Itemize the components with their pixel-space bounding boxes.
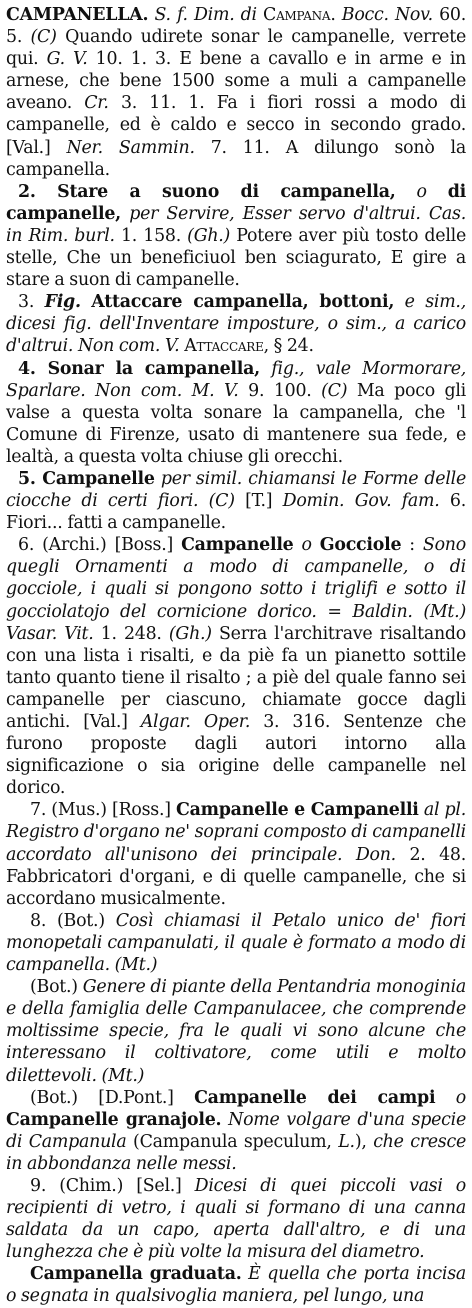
text-run: 1. 248. xyxy=(93,623,169,644)
text-run: (C) xyxy=(208,491,235,512)
text-run: 10. 1. 3. E bene a cavallo e in arme e in arnese, che bene 1500 some a muli a campanelle aveano. xyxy=(6,49,466,114)
text-run: Algar. Oper. xyxy=(140,712,251,732)
text-run: (Bot.) xyxy=(30,977,83,998)
text-run: per simil. chiamansi le Forme delle ciocche di certi fiori. xyxy=(6,468,467,512)
text-run: che cresce in abbondanza nelle messi. xyxy=(6,1131,467,1174)
text-run: a carico d'altrui. Non com. xyxy=(6,314,466,357)
sense-9 xyxy=(6,1175,466,1263)
text-run: G. V. xyxy=(46,49,88,70)
text-run: Campanelle xyxy=(181,535,294,556)
text-run: Domin. Gov. fam. xyxy=(282,491,440,512)
text-run: Ma poco gli valse a questa volta sonare la campanella, che 'l Comune di Firenze, usato di mantenere sua fede, e lealtà, a questa volta chiuse gli orecchi. xyxy=(6,380,466,467)
text-run: È quella che porta incisa o segnata in qualsivoglia maniera, pel lungo, una xyxy=(6,1264,466,1307)
text-run: Campanelle granajole. xyxy=(6,1109,222,1130)
text-run: , § 24. xyxy=(263,336,314,357)
text-run: . xyxy=(330,5,342,25)
sense-7 xyxy=(6,799,466,909)
text-run: Sono quegli Ornamenti a modo di campanelle, o di gocciole, i quali si pongono sotto i triglifi e sotto il gocciolatojo del cornicione dorico. xyxy=(6,535,466,622)
sense-4 xyxy=(6,358,466,468)
text-run xyxy=(121,204,129,224)
text-run xyxy=(198,491,208,511)
text-run xyxy=(396,182,417,202)
text-run: Così chiamasi il Petalo unico de' fiori monopetali campanulati, il quale è formato a modo di campanella. (Mt.) xyxy=(6,910,467,976)
text-run: fig., vale Mormorare, Sparlare. Non com. M. V. xyxy=(6,358,467,401)
text-run: Genere di piante della Pentandria monoginia e della famiglia delle Campanulacee, che comprende moltissime specie, fra le quali vi sono alcune che interessano il coltivatore, come utili e molto dilettevoli. (Mt.) xyxy=(6,977,466,1086)
text-run: per Servire, Esser servo d'altrui. Cas. in Rim. burl. xyxy=(6,203,466,246)
text-run: 1. 158. xyxy=(114,225,188,246)
text-run: o xyxy=(455,1087,467,1108)
text-run: Quando udirete sonar le campanelle, verrete qui. xyxy=(6,27,467,70)
text-run: Cr. xyxy=(84,93,109,114)
sense-8-botany-species xyxy=(6,1087,466,1175)
text-run: 9. (Chim.) [Sel.] xyxy=(30,1175,195,1196)
text-run: 7. (Mus.) [Ross.] xyxy=(30,800,176,821)
text-run: CAMPANELLA. xyxy=(6,5,149,25)
text-run: Attaccare xyxy=(184,336,264,357)
text-run: 3. xyxy=(18,292,45,313)
text-run: al pl. Registro d'organo ne' soprani composto di campanelli accordato all'unisono dei principale. Don. xyxy=(6,800,466,865)
text-run: (Bot.) [D.Pont.] xyxy=(30,1087,195,1108)
text-run: V. xyxy=(164,336,180,357)
text-run: 60. 5. xyxy=(6,5,467,48)
text-run: 7. 11. A dilungo sonò la campanella. xyxy=(6,137,466,180)
text-run xyxy=(394,292,405,312)
text-run: 8. (Bot.) xyxy=(30,910,116,931)
text-run: Fig. xyxy=(44,292,81,313)
entry-campanella xyxy=(6,4,466,181)
sense-5 xyxy=(6,468,466,534)
sense-2 xyxy=(6,181,466,291)
sense-6 xyxy=(6,534,466,799)
text-run: 6. Fiori... fatti a campanelle. xyxy=(6,491,466,534)
text-run: 6. (Archi.) [Boss.] xyxy=(18,535,182,556)
sense-9-graduata xyxy=(6,1263,466,1307)
text-run: 5. Campanelle xyxy=(18,468,155,489)
text-run: 3. 316. Sentenze che furono proposte dagli autori intorno alla significazione o sia origine delle campanelle nel dorico. xyxy=(6,712,467,799)
text-run xyxy=(81,292,92,312)
text-run: 4. Sonar la campanella, xyxy=(18,358,260,379)
text-run: o xyxy=(327,314,338,335)
text-run: Attaccare campanella, bottoni, xyxy=(91,292,395,313)
text-run: 9. 100. xyxy=(238,380,322,401)
text-run: di campanelle, xyxy=(6,181,466,224)
text-run: Serra l'architrave risaltando con una lista i risalti, e da piè fa un pianetto sottile tanto quanto tiene il risalto ; a piè del quale fanno sei campanelle per ciascuno, chiamate gocce dagli antichi. [Val.] xyxy=(6,623,466,732)
text-run: Bocc. Nov. xyxy=(341,5,433,25)
text-run xyxy=(435,1088,455,1108)
text-run: (Campanula speculum, xyxy=(126,1131,339,1152)
text-run: (C) xyxy=(321,380,348,401)
text-run: dicesi fig. dell'Inventare imposture, xyxy=(6,314,320,335)
text-run: Baldin. (Mt.) Vasar. Vit. xyxy=(6,601,466,644)
text-run xyxy=(387,314,395,334)
text-run: S. f. Dim. di xyxy=(154,5,257,25)
sense-8-botany-genus xyxy=(6,976,466,1086)
text-run: o xyxy=(416,181,427,202)
text-run xyxy=(260,359,271,379)
text-run xyxy=(427,182,448,202)
text-run: Nome volgare d'una specie di Campanula xyxy=(6,1109,466,1152)
sense-3 xyxy=(6,291,466,357)
text-run: Gocciole xyxy=(319,535,402,556)
text-run: 2. 48. Fabbricatori d'organi, e di quelle campanelle, che si accordano musicalmente. xyxy=(6,844,466,909)
text-run: ), xyxy=(354,1131,374,1152)
text-run: Ner. Sammin. xyxy=(66,137,195,158)
text-run xyxy=(312,535,320,555)
text-run: Campana xyxy=(263,5,331,25)
text-run: Campanelle dei campi xyxy=(194,1087,436,1108)
text-run: (Gh.) xyxy=(187,225,231,246)
text-run: : xyxy=(401,535,423,556)
text-run xyxy=(294,535,302,555)
text-run: sim., xyxy=(346,314,387,335)
text-run: L. xyxy=(338,1131,355,1152)
text-run: Campanelle e Campanelli xyxy=(176,800,419,821)
text-run: e sim., xyxy=(404,292,466,313)
text-run: o xyxy=(301,535,312,556)
text-run: [T.] xyxy=(234,491,283,512)
text-run: Dicesi di quei piccoli vasi o recipienti di vetro, i quali si formano di una canna saldata da un capo, aperta dall'altro, e di una lunghezza che è più volte la misura del diametro. xyxy=(6,1175,466,1263)
text-run: Campanella graduata. xyxy=(30,1264,242,1285)
text-run: 2. Stare a suono di campanella, xyxy=(18,181,396,202)
text-run: (C) xyxy=(30,27,57,48)
text-run xyxy=(319,314,327,334)
sense-8 xyxy=(6,910,466,976)
text-run: = xyxy=(316,601,353,622)
text-run: (Gh.) xyxy=(168,623,212,644)
text-run xyxy=(338,314,346,334)
text-run: Potere aver più tosto delle stelle, Che un beneficiuol ben sciagurato, E gire a stare a suon di campanelle. xyxy=(6,225,466,291)
text-run: 3. 11. 1. Fa i fiori rossi a modo di campanelle, ed è caldo e secco in secondo grado. [Val.] xyxy=(6,93,466,158)
